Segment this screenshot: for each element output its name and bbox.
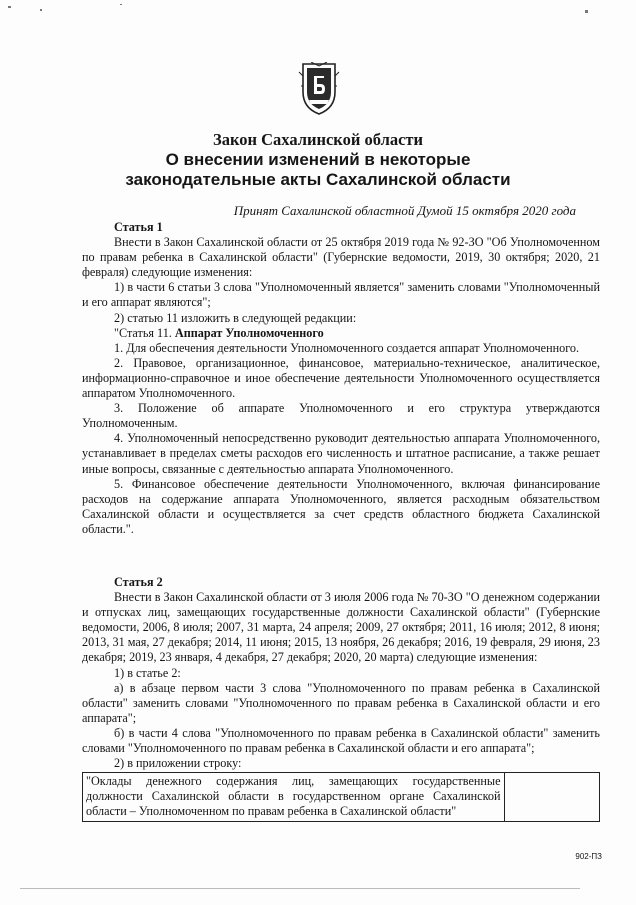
article-2-item-2: 2) в приложении строку:	[114, 756, 242, 771]
coat-of-arms-emblem-icon	[297, 62, 341, 116]
scan-speck	[8, 6, 11, 8]
article-2-intro: Внести в Закон Сахалинской области от 3 июля 2006 года № 70-ЗО "О денежном содержании и отпусках лиц, замещающих государственные должности Сахалинской области" (Губернские ведомости, 2006, 8 июля; 2007, 31 марта, 24 апреля; 2009, 27 октября; 2011, 16 июля; 2012, 8 июня; 2013, 31 мая, 27 декабря; 2014, 11 июня; 2015, 13 ноября, 26 декабря; 2016, 19 февраля, 29 июня, 23 декабря; 2019, 23 января, 4 декабря, 27 декабря; 2020, 20 марта) следующие изменения:	[82, 590, 600, 665]
article-11-part-2: 2. Правовое, организационное, финансовое, материально-техническое, аналитическое, информационно-справочное и иное обеспечение деятельности Уполномоченного осуществляется аппаратом Уполномоченного.	[82, 355, 600, 401]
article-1-heading: Статья 1	[114, 220, 163, 234]
appendix-row-empty-cell	[504, 773, 600, 821]
article-11-title	[82, 326, 600, 341]
article-11-part-1: 1. Для обеспечения деятельности Уполномоченного создается аппарат Уполномоченного.	[114, 340, 580, 355]
article-2-heading: Статья 2	[114, 575, 163, 589]
law-title: Закон Сахалинской области	[212, 130, 424, 149]
article-2-item-1b: б) в части 4 слова "Уполномоченного по правам ребенка в Сахалинской области" заменить словами "Уполномоченного по правам ребенка в Сахалинской области и его аппарата";	[82, 725, 600, 756]
article-11-title-bold: Аппарат Уполномоченного	[174, 325, 324, 340]
document-code: 902-ПЗ	[575, 852, 602, 861]
scan-speck	[585, 10, 588, 13]
article-2-item-1: 1) в статье 2:	[114, 665, 181, 680]
law-subtitle-line-2: законодательные акты Сахалинской области	[125, 170, 511, 189]
scan-speck	[40, 9, 42, 11]
article-1-item-1: 1) в части 6 статьи 3 слова "Уполномоченный является" заменить словами "Уполномоченный и его аппарат являются";	[82, 280, 600, 310]
article-2	[82, 575, 600, 822]
article-11-part-3: 3. Положение об аппарате Уполномоченного и его структура утверждаются Уполномоченным.	[82, 401, 600, 431]
appendix-row-text: "Оклады денежного содержания лиц, замещающих государственные должности Сахалинской области в государственном органе Сахалинской области – Уполномоченном по правам ребенка в Сахалинской области"	[83, 773, 505, 821]
article-11-title-prefix: "Статья 11.	[114, 325, 175, 340]
adoption-note: Принят Сахалинской областной Думой 15 октября 2020 года	[233, 203, 576, 218]
law-subtitle-line-1: О внесении изменений в некоторые	[165, 150, 471, 169]
table-row	[83, 773, 600, 821]
article-1-intro: Внести в Закон Сахалинской области от 25 октября 2019 года № 92-ЗО "Об Уполномоченном по правам ребенка в Сахалинской области" (Губернские ведомости, 2019, 30 октября; 2020, 21 февраля) следующие изменения:	[82, 235, 600, 280]
article-11-part-4: 4. Уполномоченный непосредственно руководит деятельностью аппарата Уполномоченного, устанавливает в пределах сметы расходов его численность и штатное расписание, а также решает иные вопросы, связанные с деятельностью аппарата Уполномоченного.	[82, 431, 600, 476]
appendix-row-table	[82, 772, 600, 821]
article-1-item-2: 2) статью 11 изложить в следующей редакции:	[114, 310, 357, 325]
scan-edge-line	[20, 888, 580, 889]
article-1	[82, 220, 600, 537]
scan-speck	[120, 4, 122, 5]
article-2-item-1a: а) в абзаце первом части 3 слова "Уполномоченного по правам ребенка в Сахалинской области" заменить словами "Уполномоченного по правам ребенка в Сахалинской области и его аппарата";	[82, 680, 600, 725]
article-11-part-5: 5. Финансовое обеспечение деятельности Уполномоченного, включая финансирование расходов на содержание аппарата Уполномоченного, является расходным обязательством Сахалинской области и осуществляется за счет средств областного бюджета Сахалинской области.".	[82, 476, 600, 536]
